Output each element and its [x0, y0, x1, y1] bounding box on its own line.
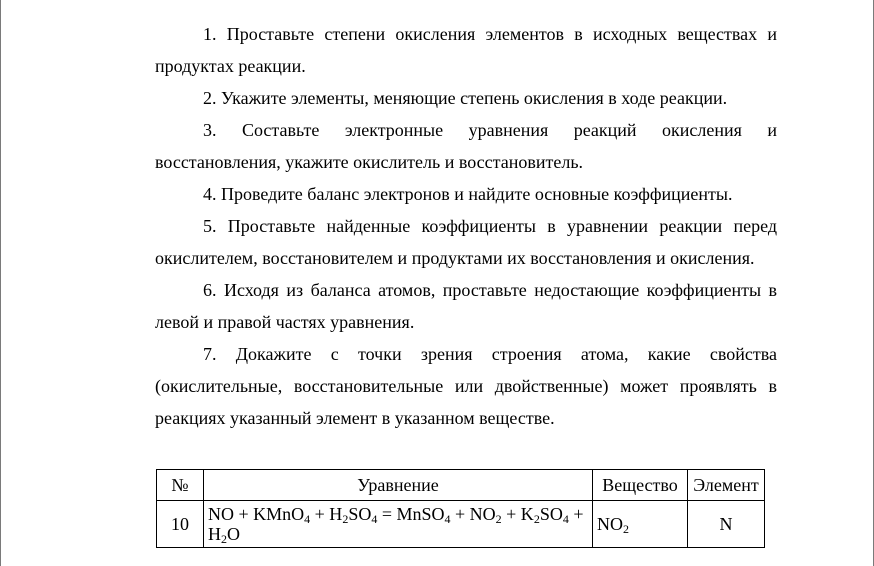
instruction-2: 2. Укажите элементы, меняющие степень окисления в ходе реакции.	[203, 88, 728, 108]
cell-substance: $NO_2$	[593, 501, 688, 548]
table-header-row	[157, 470, 765, 501]
formula-subscript: 4	[371, 512, 378, 526]
header-equation: Уравнение	[204, 470, 593, 501]
header-substance: Вещество	[593, 470, 688, 501]
instruction-5: 5. Проставьте найденные коэффициенты в уравнении реакции перед окислителем, восстановителем и продуктами их восстановления и окисления.	[155, 216, 777, 268]
cell-number: 10	[157, 501, 204, 548]
formula-subscript: 2	[533, 512, 540, 526]
instruction-4: 4. Проведите баланс электронов и найдите основные коэффициенты.	[203, 184, 733, 204]
instructions-list	[155, 18, 777, 434]
reaction-table	[156, 469, 765, 548]
cell-element: N	[688, 501, 765, 548]
instruction-7: 7. Докажите с точки зрения строения атома, какие свойства (окислительные, восстановительные или двойственные) может проявлять в реакциях указанный элемент в указанном веществе.	[155, 344, 777, 428]
formula-subscript: 2	[495, 512, 502, 526]
header-element: Элемент	[688, 470, 765, 501]
formula-subscript: 2	[221, 532, 227, 546]
table-row	[157, 501, 765, 548]
instruction-1: 1. Проставьте степени окисления элементов в исходных веществах и продуктах реакции.	[155, 24, 777, 76]
formula-subscript: 4	[562, 512, 569, 526]
formula-subscript: 4	[444, 512, 451, 526]
formula-subscript: 2	[623, 522, 629, 536]
formula-subscript: 2	[342, 512, 349, 526]
formula-subscript: 4	[304, 512, 311, 526]
instruction-6: 6. Исходя из баланса атомов, проставьте недостающие коэффициенты в левой и правой частях уравнения.	[155, 280, 777, 332]
header-number: №	[157, 470, 204, 501]
cell-equation: NO + KMnO$_4$ + $H_2SO_4$ = MnSO$_4$ + $NO_2 + K_2SO_4 + H_2O$	[204, 501, 593, 548]
instruction-3: 3. Составьте электронные уравнения реакций окисления и восстановления, укажите окислитель и восстановитель.	[155, 120, 777, 172]
